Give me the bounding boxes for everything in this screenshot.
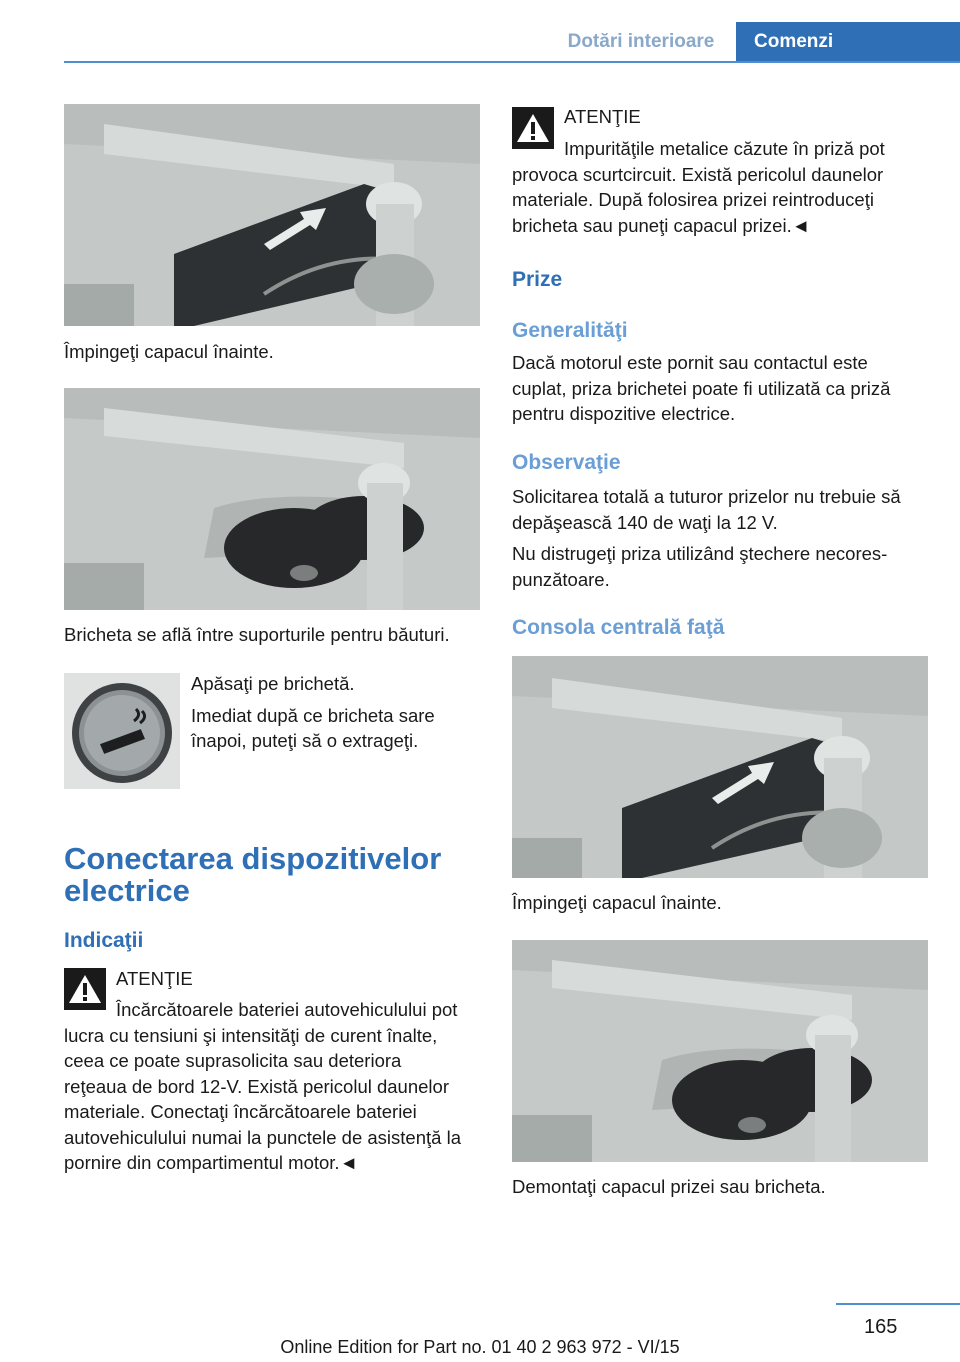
observatie-text bbox=[512, 484, 928, 598]
lighter-instructions bbox=[191, 671, 481, 760]
header-rule bbox=[64, 61, 960, 63]
warning-text-right: Impurităţile metalice căzute în priză pot provoca scurtcircuit. Există pericolul daunelor materiale. După folosirea prizei reintroduceţi bricheta sau puneţi capacul prizei.◄ bbox=[512, 138, 885, 236]
section-title-connect-devices: Conectarea dispozitivelor electrice bbox=[64, 841, 442, 908]
caption-remove-socket-cover: Demontaţi capacul prizei sau bricheta. bbox=[512, 1176, 826, 1197]
observatie-paragraph-2: Nu distrugeţi priza utilizând ştechere necorespunzătoare. bbox=[512, 543, 888, 590]
header-section-tab[interactable]: Dotări interioare bbox=[567, 31, 715, 52]
subsection-title-indicatii: Indicaţii bbox=[64, 929, 144, 952]
section-title-prize: Prize bbox=[512, 268, 563, 291]
cigarette-lighter-photo bbox=[64, 673, 180, 789]
header-active-tab[interactable]: Comenzi bbox=[736, 22, 960, 62]
caption-push-cover: Împingeţi capacul înainte. bbox=[64, 341, 274, 362]
cupholder-photo bbox=[64, 388, 480, 610]
front-console-cover-photo bbox=[512, 656, 928, 878]
console-cover-photo bbox=[64, 104, 480, 326]
observatie-paragraph-1: Solicitarea totală a tuturor prizelor nu trebuie să depăşească 140 de waţi la 12 V. bbox=[512, 486, 901, 533]
lighter-step-remove: Imediat după ce bricheta sare înapoi, puteţi să o extrageţi. bbox=[191, 704, 435, 751]
caption-push-cover-front: Împingeţi capacul înainte. bbox=[512, 892, 722, 913]
subsection-title-consola: Consola centrală faţă bbox=[512, 616, 725, 639]
footer-rule bbox=[836, 1303, 960, 1305]
page-number: 165 bbox=[864, 1316, 898, 1338]
generalitati-text: Dacă motorul este pornit sau contactul este cuplat, priza brichetei poate fi utilizată ca priză pentru dispozitive electrice. bbox=[512, 352, 891, 424]
warning-title-left: ATENŢIE bbox=[116, 968, 193, 989]
warning-title-right: ATENŢIE bbox=[564, 106, 641, 127]
lighter-step-press: Apăsaţi pe brichetă. bbox=[191, 673, 355, 694]
warning-text-left: Încărcătoarele bateriei autovehiculului pot lucra cu tensiuni şi intensităţi de curent înalte, ceea ce poate suprasolicita sau deteriora reţeaua de bord 12-V. Există pericolul daunelor materiale. Conectaţi încărcătoarele bateriei autovehiculului numai la punctele de asistenţă la pornire din compartimentul motor.◄ bbox=[64, 999, 461, 1173]
subsection-title-generalitati: Generalităţi bbox=[512, 319, 628, 342]
footer-edition: Online Edition for Part no. 01 40 2 963 972 - VI/15 bbox=[280, 1337, 680, 1357]
subsection-title-observatie: Observaţie bbox=[512, 451, 621, 474]
caption-lighter-location: Bricheta se află între suporturile pentru băuturi. bbox=[64, 624, 450, 645]
socket-cupholder-photo bbox=[512, 940, 928, 1162]
